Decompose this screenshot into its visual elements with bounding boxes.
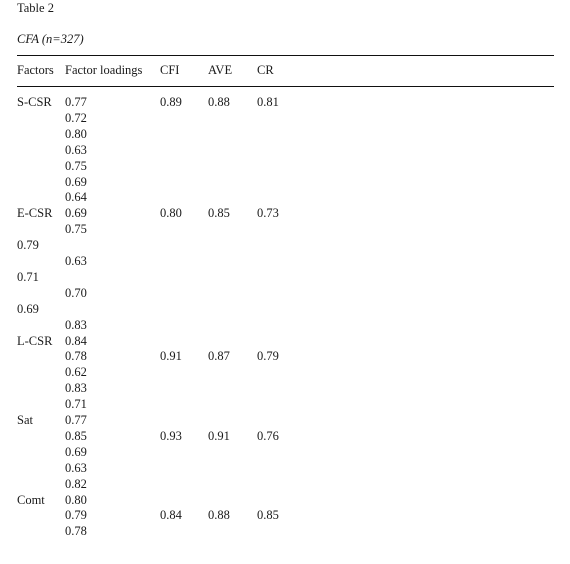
cfi-cell: 0.80	[160, 206, 182, 221]
loading-cell: 0.75	[65, 158, 87, 173]
loading-cell: 0.79	[65, 508, 87, 523]
loading-cell: 0.64	[65, 190, 87, 205]
loading-cell: 0.78	[65, 524, 87, 539]
cfi-cell: 0.84	[160, 508, 182, 523]
loading-cell: 0.63	[65, 460, 87, 475]
ave-cell: 0.87	[208, 349, 230, 364]
cfi-cell: 0.91	[160, 349, 182, 364]
cr-cell: 0.79	[257, 349, 279, 364]
loading-cell: 0.85	[65, 428, 87, 443]
ave-cell: 0.88	[208, 95, 230, 109]
loading-cell: 0.69	[65, 174, 87, 189]
ave-cell: 0.85	[208, 206, 230, 221]
loading-cell: 0.63	[65, 254, 87, 268]
cr-cell: 0.81	[257, 95, 279, 109]
factor-cell: Sat	[17, 413, 33, 427]
loading-cell: 0.63	[65, 142, 87, 157]
loading-cell: 0.83	[65, 317, 87, 332]
cfi-cell: 0.93	[160, 428, 182, 443]
factor-cell: S-CSR	[17, 95, 52, 109]
header-factors: Factors	[17, 63, 54, 77]
factor-cell: L-CSR	[17, 333, 53, 348]
factor-cell: E-CSR	[17, 206, 53, 221]
table-title: CFA (n=327)	[17, 32, 84, 46]
header-cfi: CFI	[160, 63, 180, 77]
ave-cell: 0.88	[208, 508, 230, 523]
loading-cell: 0.77	[65, 95, 87, 109]
cfi-cell: 0.89	[160, 95, 182, 109]
top-rule	[17, 55, 554, 56]
loading-cell: 0.62	[65, 365, 87, 380]
loading-cell: 0.69	[65, 444, 87, 459]
factor-cell: 0.79	[17, 238, 39, 253]
loading-cell: 0.80	[65, 492, 87, 507]
header-factor-loadings: Factor loadings	[65, 63, 143, 77]
loading-cell: 0.77	[65, 413, 87, 427]
loading-cell: 0.80	[65, 126, 87, 141]
cr-cell: 0.76	[257, 428, 279, 443]
header-rule	[17, 86, 554, 87]
header-ave: AVE	[208, 63, 233, 77]
factor-cell: 0.69	[17, 301, 39, 316]
cr-cell: 0.85	[257, 508, 279, 523]
loading-cell: 0.84	[65, 333, 87, 348]
ave-cell: 0.91	[208, 428, 230, 443]
loading-cell: 0.78	[65, 349, 87, 364]
loading-cell: 0.71	[65, 397, 87, 412]
loading-cell: 0.75	[65, 222, 87, 237]
cr-cell: 0.73	[257, 206, 279, 221]
header-cr: CR	[257, 63, 274, 77]
loading-cell: 0.82	[65, 476, 87, 491]
factor-cell: 0.71	[17, 269, 39, 284]
factor-cell: Comt	[17, 492, 45, 507]
loading-cell: 0.70	[65, 285, 87, 300]
table-label: Table 2	[17, 1, 54, 15]
loading-cell: 0.83	[65, 381, 87, 396]
loading-cell: 0.69	[65, 206, 87, 221]
loading-cell: 0.72	[65, 110, 87, 125]
